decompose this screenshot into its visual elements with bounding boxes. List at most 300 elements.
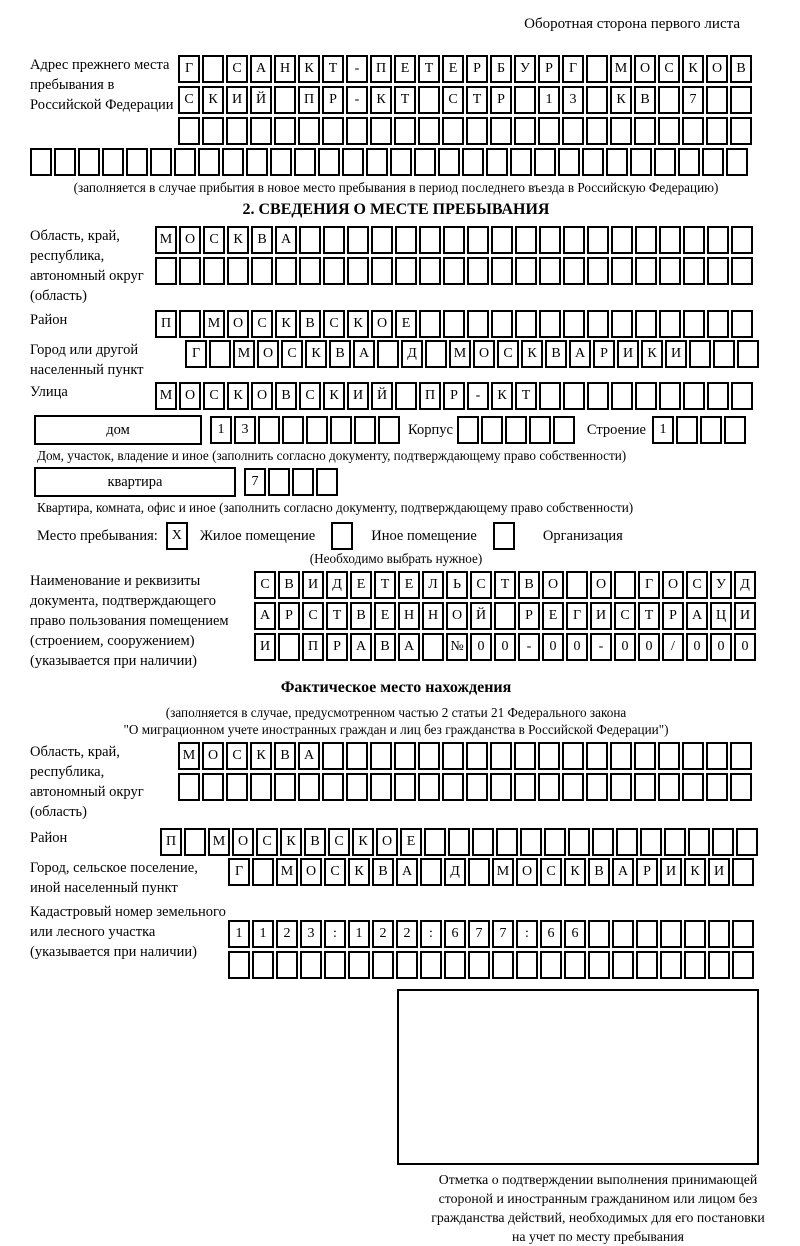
char-box[interactable]: Т: [394, 86, 416, 114]
char-box[interactable]: [467, 257, 489, 285]
char-box[interactable]: Т: [515, 382, 537, 410]
char-box[interactable]: [494, 602, 516, 630]
char-box[interactable]: 1: [652, 416, 674, 444]
char-box[interactable]: Г: [638, 571, 660, 599]
char-box[interactable]: [150, 148, 172, 176]
char-box[interactable]: В: [545, 340, 567, 368]
char-box[interactable]: К: [305, 340, 327, 368]
char-box[interactable]: П: [155, 310, 177, 338]
char-box[interactable]: [514, 773, 536, 801]
char-box[interactable]: [324, 951, 346, 979]
char-box[interactable]: Р: [593, 340, 615, 368]
char-box[interactable]: [563, 226, 585, 254]
char-box[interactable]: Е: [374, 602, 396, 630]
char-box[interactable]: [539, 310, 561, 338]
char-box[interactable]: [732, 920, 754, 948]
char-box[interactable]: [370, 742, 392, 770]
char-box[interactable]: [418, 117, 440, 145]
char-box[interactable]: [587, 226, 609, 254]
char-box[interactable]: А: [569, 340, 591, 368]
char-box[interactable]: [689, 340, 711, 368]
char-box[interactable]: [418, 742, 440, 770]
char-box[interactable]: [246, 148, 268, 176]
char-box[interactable]: [275, 257, 297, 285]
char-box[interactable]: [684, 920, 706, 948]
char-box[interactable]: [610, 773, 632, 801]
char-box[interactable]: [395, 257, 417, 285]
char-box[interactable]: [78, 148, 100, 176]
char-box[interactable]: [534, 148, 556, 176]
char-box[interactable]: [660, 920, 682, 948]
char-box[interactable]: [322, 117, 344, 145]
char-box[interactable]: Т: [418, 55, 440, 83]
char-box[interactable]: [658, 117, 680, 145]
char-box[interactable]: Ь: [446, 571, 468, 599]
char-box[interactable]: М: [610, 55, 632, 83]
char-box[interactable]: [467, 226, 489, 254]
char-box[interactable]: 1: [348, 920, 370, 948]
char-box[interactable]: №: [446, 633, 468, 661]
char-box[interactable]: К: [491, 382, 513, 410]
char-box[interactable]: [587, 310, 609, 338]
char-box[interactable]: С: [328, 828, 350, 856]
char-box[interactable]: [563, 382, 585, 410]
char-box[interactable]: [563, 257, 585, 285]
char-box[interactable]: Й: [470, 602, 492, 630]
char-box[interactable]: И: [665, 340, 687, 368]
char-box[interactable]: [529, 416, 551, 444]
char-box[interactable]: [466, 117, 488, 145]
char-box[interactable]: [226, 117, 248, 145]
char-box[interactable]: О: [251, 382, 273, 410]
char-box[interactable]: -: [467, 382, 489, 410]
char-box[interactable]: А: [350, 633, 372, 661]
char-box[interactable]: В: [372, 858, 394, 886]
char-box[interactable]: Е: [394, 55, 416, 83]
char-box[interactable]: [606, 148, 628, 176]
char-box[interactable]: Р: [538, 55, 560, 83]
char-box[interactable]: С: [540, 858, 562, 886]
char-box[interactable]: М: [178, 742, 200, 770]
char-box[interactable]: [586, 117, 608, 145]
char-box[interactable]: [377, 340, 399, 368]
char-box[interactable]: [394, 117, 416, 145]
char-box[interactable]: В: [350, 602, 372, 630]
char-box[interactable]: К: [641, 340, 663, 368]
char-box[interactable]: [514, 742, 536, 770]
char-box[interactable]: [250, 117, 272, 145]
char-box[interactable]: [659, 310, 681, 338]
char-box[interactable]: [424, 828, 446, 856]
char-box[interactable]: Л: [422, 571, 444, 599]
char-box[interactable]: А: [254, 602, 276, 630]
char-box[interactable]: Д: [734, 571, 756, 599]
char-box[interactable]: [682, 742, 704, 770]
char-box[interactable]: [418, 86, 440, 114]
char-box[interactable]: С: [256, 828, 278, 856]
char-box[interactable]: О: [257, 340, 279, 368]
char-box[interactable]: С: [251, 310, 273, 338]
char-box[interactable]: Р: [662, 602, 684, 630]
char-box[interactable]: [258, 416, 280, 444]
char-box[interactable]: О: [662, 571, 684, 599]
char-box[interactable]: П: [419, 382, 441, 410]
char-box[interactable]: [659, 257, 681, 285]
char-box[interactable]: [202, 773, 224, 801]
char-box[interactable]: Г: [562, 55, 584, 83]
char-box[interactable]: А: [398, 633, 420, 661]
char-box[interactable]: Н: [398, 602, 420, 630]
char-box[interactable]: [612, 951, 634, 979]
char-box[interactable]: В: [275, 382, 297, 410]
char-box[interactable]: [505, 416, 527, 444]
char-box[interactable]: [202, 55, 224, 83]
char-box[interactable]: [442, 773, 464, 801]
char-box[interactable]: 2: [396, 920, 418, 948]
char-box[interactable]: -: [346, 86, 368, 114]
char-box[interactable]: [414, 148, 436, 176]
char-box[interactable]: 0: [686, 633, 708, 661]
char-box[interactable]: С: [470, 571, 492, 599]
char-box[interactable]: [491, 310, 513, 338]
char-box[interactable]: С: [299, 382, 321, 410]
char-box[interactable]: :: [516, 920, 538, 948]
char-box[interactable]: [515, 226, 537, 254]
char-box[interactable]: [322, 742, 344, 770]
char-box[interactable]: С: [658, 55, 680, 83]
char-box[interactable]: [682, 117, 704, 145]
char-box[interactable]: [276, 951, 298, 979]
char-box[interactable]: М: [233, 340, 255, 368]
char-box[interactable]: [330, 416, 352, 444]
char-box[interactable]: [562, 773, 584, 801]
char-box[interactable]: К: [610, 86, 632, 114]
char-box[interactable]: [126, 148, 148, 176]
char-box[interactable]: [227, 257, 249, 285]
char-box[interactable]: [634, 117, 656, 145]
char-box[interactable]: [707, 257, 729, 285]
char-box[interactable]: [706, 86, 728, 114]
char-box[interactable]: Й: [250, 86, 272, 114]
char-box[interactable]: [684, 951, 706, 979]
char-box[interactable]: [683, 310, 705, 338]
char-box[interactable]: М: [449, 340, 471, 368]
char-box[interactable]: О: [371, 310, 393, 338]
char-box[interactable]: 1: [210, 416, 232, 444]
char-box[interactable]: К: [227, 226, 249, 254]
char-box[interactable]: [683, 226, 705, 254]
char-box[interactable]: [490, 117, 512, 145]
char-box[interactable]: [342, 148, 364, 176]
char-box[interactable]: Е: [350, 571, 372, 599]
char-box[interactable]: [539, 382, 561, 410]
char-box[interactable]: 6: [564, 920, 586, 948]
char-box[interactable]: [346, 773, 368, 801]
char-box[interactable]: 0: [638, 633, 660, 661]
char-box[interactable]: [658, 773, 680, 801]
char-box[interactable]: О: [634, 55, 656, 83]
char-box[interactable]: О: [232, 828, 254, 856]
char-box[interactable]: И: [347, 382, 369, 410]
char-box[interactable]: [515, 310, 537, 338]
char-box[interactable]: [707, 382, 729, 410]
char-box[interactable]: [732, 858, 754, 886]
char-box[interactable]: [568, 828, 590, 856]
char-box[interactable]: К: [227, 382, 249, 410]
char-box[interactable]: [250, 773, 272, 801]
char-box[interactable]: Т: [494, 571, 516, 599]
char-box[interactable]: Е: [398, 571, 420, 599]
char-box[interactable]: [444, 951, 466, 979]
char-box[interactable]: 1: [228, 920, 250, 948]
char-box[interactable]: И: [226, 86, 248, 114]
char-box[interactable]: [544, 828, 566, 856]
char-box[interactable]: Д: [444, 858, 466, 886]
char-box[interactable]: [612, 920, 634, 948]
char-box[interactable]: Р: [326, 633, 348, 661]
char-box[interactable]: К: [352, 828, 374, 856]
char-box[interactable]: -: [346, 55, 368, 83]
char-box[interactable]: [422, 633, 444, 661]
char-box[interactable]: [346, 117, 368, 145]
char-box[interactable]: [588, 920, 610, 948]
char-box[interactable]: [630, 148, 652, 176]
char-box[interactable]: Р: [636, 858, 658, 886]
char-box[interactable]: [442, 742, 464, 770]
char-box[interactable]: [466, 773, 488, 801]
char-box[interactable]: [682, 773, 704, 801]
char-box[interactable]: [726, 148, 748, 176]
char-box[interactable]: [731, 226, 753, 254]
char-box[interactable]: [30, 148, 52, 176]
char-box[interactable]: [636, 951, 658, 979]
char-box[interactable]: О: [179, 382, 201, 410]
char-box[interactable]: [707, 310, 729, 338]
char-box[interactable]: [538, 117, 560, 145]
char-box[interactable]: П: [298, 86, 320, 114]
char-box[interactable]: [539, 226, 561, 254]
char-box[interactable]: [174, 148, 196, 176]
char-box[interactable]: [347, 257, 369, 285]
char-box[interactable]: [515, 257, 537, 285]
checkbox-residential[interactable]: X: [166, 522, 188, 550]
char-box[interactable]: К: [298, 55, 320, 83]
char-box[interactable]: [610, 117, 632, 145]
char-box[interactable]: О: [473, 340, 495, 368]
char-box[interactable]: [425, 340, 447, 368]
char-box[interactable]: [491, 257, 513, 285]
char-box[interactable]: М: [276, 858, 298, 886]
char-box[interactable]: [611, 226, 633, 254]
char-box[interactable]: [419, 257, 441, 285]
char-box[interactable]: [370, 117, 392, 145]
char-box[interactable]: [658, 742, 680, 770]
char-box[interactable]: [346, 742, 368, 770]
char-box[interactable]: С: [226, 55, 248, 83]
char-box[interactable]: [395, 226, 417, 254]
char-box[interactable]: Т: [322, 55, 344, 83]
char-box[interactable]: [730, 742, 752, 770]
char-box[interactable]: В: [588, 858, 610, 886]
char-box[interactable]: 7: [682, 86, 704, 114]
char-box[interactable]: [466, 742, 488, 770]
char-box[interactable]: [558, 148, 580, 176]
char-box[interactable]: М: [208, 828, 230, 856]
char-box[interactable]: [299, 226, 321, 254]
char-box[interactable]: [616, 828, 638, 856]
char-box[interactable]: [708, 920, 730, 948]
char-box[interactable]: [731, 382, 753, 410]
char-box[interactable]: [582, 148, 604, 176]
char-box[interactable]: [395, 382, 417, 410]
char-box[interactable]: [610, 742, 632, 770]
char-box[interactable]: [278, 633, 300, 661]
char-box[interactable]: [731, 310, 753, 338]
char-box[interactable]: [587, 382, 609, 410]
char-box[interactable]: С: [281, 340, 303, 368]
char-box[interactable]: 7: [244, 468, 266, 496]
char-box[interactable]: [730, 773, 752, 801]
char-box[interactable]: К: [564, 858, 586, 886]
char-box[interactable]: Е: [442, 55, 464, 83]
char-box[interactable]: [706, 117, 728, 145]
char-box[interactable]: У: [514, 55, 536, 83]
char-box[interactable]: [184, 828, 206, 856]
char-box[interactable]: [462, 148, 484, 176]
char-box[interactable]: /: [662, 633, 684, 661]
char-box[interactable]: [268, 468, 290, 496]
char-box[interactable]: С: [614, 602, 636, 630]
char-box[interactable]: В: [274, 742, 296, 770]
char-box[interactable]: [490, 773, 512, 801]
char-box[interactable]: [563, 310, 585, 338]
char-box[interactable]: В: [304, 828, 326, 856]
char-box[interactable]: К: [280, 828, 302, 856]
char-box[interactable]: Р: [466, 55, 488, 83]
char-box[interactable]: В: [299, 310, 321, 338]
char-box[interactable]: О: [179, 226, 201, 254]
char-box[interactable]: В: [329, 340, 351, 368]
char-box[interactable]: [635, 310, 657, 338]
checkbox-organization[interactable]: [493, 522, 515, 550]
char-box[interactable]: [418, 773, 440, 801]
char-box[interactable]: И: [590, 602, 612, 630]
char-box[interactable]: [636, 920, 658, 948]
char-box[interactable]: [730, 86, 752, 114]
char-box[interactable]: А: [250, 55, 272, 83]
char-box[interactable]: [366, 148, 388, 176]
char-box[interactable]: И: [708, 858, 730, 886]
char-box[interactable]: [420, 951, 442, 979]
char-box[interactable]: Р: [518, 602, 540, 630]
char-box[interactable]: У: [710, 571, 732, 599]
char-box[interactable]: И: [617, 340, 639, 368]
char-box[interactable]: [274, 86, 296, 114]
char-box[interactable]: В: [251, 226, 273, 254]
char-box[interactable]: О: [300, 858, 322, 886]
char-box[interactable]: Р: [322, 86, 344, 114]
char-box[interactable]: В: [634, 86, 656, 114]
char-box[interactable]: Р: [278, 602, 300, 630]
char-box[interactable]: [443, 310, 465, 338]
char-box[interactable]: 6: [444, 920, 466, 948]
char-box[interactable]: Т: [326, 602, 348, 630]
char-box[interactable]: [538, 773, 560, 801]
char-box[interactable]: [299, 257, 321, 285]
char-box[interactable]: [592, 828, 614, 856]
char-box[interactable]: [683, 257, 705, 285]
char-box[interactable]: [300, 951, 322, 979]
char-box[interactable]: Б: [490, 55, 512, 83]
char-box[interactable]: [614, 571, 636, 599]
char-box[interactable]: [564, 951, 586, 979]
char-box[interactable]: [419, 310, 441, 338]
char-box[interactable]: [318, 148, 340, 176]
char-box[interactable]: [640, 828, 662, 856]
char-box[interactable]: [490, 742, 512, 770]
char-box[interactable]: Д: [326, 571, 348, 599]
char-box[interactable]: [712, 828, 734, 856]
char-box[interactable]: [486, 148, 508, 176]
char-box[interactable]: [731, 257, 753, 285]
char-box[interactable]: [683, 382, 705, 410]
char-box[interactable]: [562, 117, 584, 145]
char-box[interactable]: [688, 828, 710, 856]
checkbox-other-premises[interactable]: [331, 522, 353, 550]
char-box[interactable]: [322, 773, 344, 801]
char-box[interactable]: [566, 571, 588, 599]
char-box[interactable]: [420, 858, 442, 886]
char-box[interactable]: П: [302, 633, 324, 661]
char-box[interactable]: Т: [638, 602, 660, 630]
char-box[interactable]: М: [492, 858, 514, 886]
char-box[interactable]: [155, 257, 177, 285]
char-box[interactable]: Д: [401, 340, 423, 368]
char-box[interactable]: 6: [540, 920, 562, 948]
char-box[interactable]: [707, 226, 729, 254]
char-box[interactable]: [496, 828, 518, 856]
char-box[interactable]: С: [203, 226, 225, 254]
char-box[interactable]: [713, 340, 735, 368]
char-box[interactable]: [316, 468, 338, 496]
char-box[interactable]: П: [160, 828, 182, 856]
char-box[interactable]: [659, 382, 681, 410]
char-box[interactable]: А: [353, 340, 375, 368]
char-box[interactable]: [274, 117, 296, 145]
char-box[interactable]: С: [203, 382, 225, 410]
char-box[interactable]: [202, 117, 224, 145]
char-box[interactable]: Г: [178, 55, 200, 83]
char-box[interactable]: [587, 257, 609, 285]
char-box[interactable]: [706, 742, 728, 770]
char-box[interactable]: [102, 148, 124, 176]
char-box[interactable]: В: [374, 633, 396, 661]
char-box[interactable]: [586, 773, 608, 801]
char-box[interactable]: [732, 951, 754, 979]
char-box[interactable]: К: [250, 742, 272, 770]
char-box[interactable]: О: [446, 602, 468, 630]
char-box[interactable]: 0: [566, 633, 588, 661]
char-box[interactable]: С: [226, 742, 248, 770]
char-box[interactable]: С: [302, 602, 324, 630]
char-box[interactable]: [394, 773, 416, 801]
char-box[interactable]: Ц: [710, 602, 732, 630]
char-box[interactable]: К: [202, 86, 224, 114]
char-box[interactable]: С: [686, 571, 708, 599]
char-box[interactable]: [203, 257, 225, 285]
char-box[interactable]: Н: [422, 602, 444, 630]
char-box[interactable]: В: [518, 571, 540, 599]
